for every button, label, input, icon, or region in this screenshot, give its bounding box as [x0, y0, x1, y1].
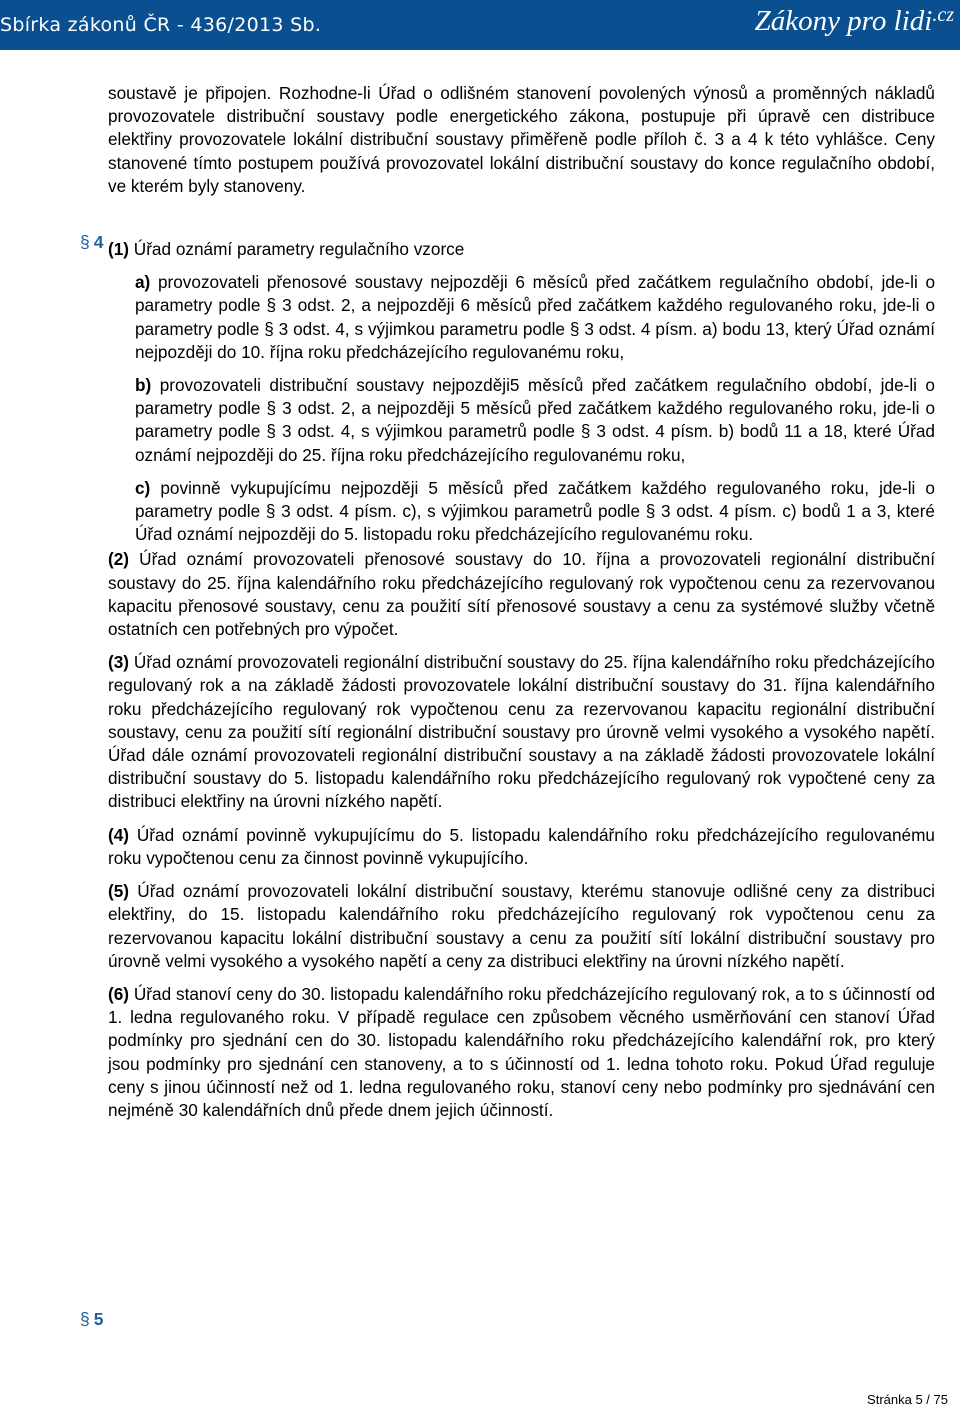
item-letter: c): [135, 477, 151, 498]
section-5-heading: [80, 1309, 103, 1330]
subsection-text: Úřad oznámí provozovateli regionální distribuční soustavy do 25. října kalendářního roku předcházejícího regulovaný rok a na základě žádosti provozovatele lokální distribuční soustavy do 31. října kalendářního roku předcházejícího regulovaný rok vypočtenou cenu za rezervovanou kapacitu regionální distribuční soustavy, cenu za použití sítí regionální distribuční soustavy pro úrovně velmi vysokého a vysokého napětí. Úřad dále oznámí provozovateli regionální distribuční soustavy a na základě žádosti provozovatele lokální distribuční soustavy do 5. listopadu kalendářního roku předcházejícího regulovaný rok vypočtené ceny za distribuci elektřiny na úrovni nízkého napětí.: [108, 652, 935, 812]
item-text: provozovateli distribuční soustavy nejpozději5 měsíců před začátkem regulačního období, jde-li o parametry podle § 3 odst. 2, a nejpozději 5 měsíců před začátkem každého regulovaného roku, jde-li o parametry podle § 3 odst. 4, s výjimkou parametrů podle § 3 odst. 4 písm. b) bodů 11 a 18, které Úřad oznámí nejpozději do 25. října roku předcházejícího regulovanému roku,: [135, 375, 935, 465]
subsection-text: Úřad oznámí provozovateli přenosové soustavy do 10. října a provozovateli regionální distribuční soustavy do 25. října kalendářního roku předcházejícího regulovaný rok vypočtenou cenu za rezervovanou kapacitu přenosové soustavy, cenu za použití sítí přenosové soustavy a cenu za systémové služby včetně ostatních cen potřebných pro výpočet.: [108, 549, 935, 640]
item-letter: b): [135, 375, 152, 396]
subsection-number: (6): [108, 983, 130, 1004]
subsection-5: [108, 880, 935, 973]
subsection-text: Úřad stanoví ceny do 30. listopadu kalendářního roku předcházejícího regulovaný rok, a to s účinností od 1. ledna regulovaného roku. V případě regulace cen způsobem věcného usměrňování cen stanoví Úřad podmínky pro sjednání cen do 30. listopadu kalendářního roku předcházejícího kalendářní rok, pro který jsou podmínky pro sjednání cen stanoveny, a to s účinností od 1. ledna tohoto roku. Pokud Úřad reguluje ceny s jinou účinností než od 1. ledna regulovaného roku, stanoví ceny nebo podmínky pro sjednávání cen nejméně 30 kalendářních dnů přede dnem jejich účinností.: [108, 983, 935, 1120]
subsection-text: Úřad oznámí povinně vykupujícímu do 5. listopadu kalendářního roku předcházejícího regulovanému roku vypočtenou cenu za činnost povinně vykupujícího.: [108, 824, 935, 868]
subsection-number: (5): [108, 881, 130, 902]
continuation-paragraph: soustavě je připojen. Rozhodne-li Úřad o odlišném stanovení povolených výnosů a proměnných nákladů provozovatele distribuční soustavy podle energetického zákona, postupuje při úpravě cen distribuce elektřiny provozovatele lokální distribuční soustavy přiměřeně podle příloh č. 3 a 4 k této vyhlášce. Ceny stanovené tímto postupem používá provozovatel lokální distribuční soustavy do konce regulačního období, ve kterém byly stanoveny.: [108, 83, 935, 196]
paragraph-sign: §: [80, 1309, 90, 1329]
item-text: provozovateli přenosové soustavy nejpozději 6 měsíců před začátkem regulačního období, jde-li o parametry podle § 3 odst. 2, a nejpozději 6 měsíců před začátkem každého regulovaného roku, jde-li o parametry podle § 3 odst. 4, s výjimkou parametru podle § 3 odst. 4 písm. a) bodu 13, který Úřad oznámí nejpozději do 10. října roku předcházejícího regulovanému roku,: [135, 272, 935, 362]
section-4-heading: [80, 232, 103, 253]
page-number: Stránka 5 / 75: [867, 1392, 948, 1407]
logo-text: Zákony pro lidi: [754, 5, 933, 37]
document-body: [108, 82, 935, 1122]
subsection-6: [108, 983, 935, 1122]
section-number: 4: [93, 232, 104, 252]
item-letter: a): [135, 272, 151, 293]
item-text: povinně vykupujícímu nejpozději 5 měsíců před začátkem každého regulovaného roku, jde-li o parametry podle § 3 odst. 4 písm. c), s výjimkou parametrů podle § 3 odst. 4 písm. c) bodů 1 a 3, které Úřad oznámí nejpozději do 5. listopadu roku předcházejícího regulovanému roku.: [135, 477, 935, 545]
subsection-number: (3): [108, 652, 130, 673]
site-logo[interactable]: [755, 4, 954, 38]
subsection-2: [108, 548, 935, 641]
subsection-number: (1): [108, 239, 130, 260]
item-b: [108, 374, 935, 467]
subsection-text: Úřad oznámí provozovateli lokální distribuční soustavy, kterému stanovuje odlišné ceny za distribuci elektřiny, do 15. listopadu kalendářního roku předcházejícího regulovaný rok vypočtenou cenu za rezervovanou kapacitu lokální distribuční soustavy a cenu za použití sítí lokální distribuční soustavy pro úrovně velmi vysokého a vysokého napětí a ceny za distribuci elektřiny na úrovni nízkého napětí.: [108, 881, 935, 971]
header-bar: [0, 0, 960, 50]
paragraph-sign: §: [80, 232, 90, 252]
subsection-number: (2): [108, 549, 130, 570]
subsection-3: [108, 651, 935, 813]
subsection-4: [108, 824, 935, 870]
item-a: [108, 271, 935, 364]
subsection-1: [108, 238, 935, 261]
item-c: [108, 477, 935, 547]
document-title: Sbírka zákonů ČR - 436/2013 Sb.: [0, 14, 322, 36]
logo-suffix: .cz: [932, 4, 954, 26]
subsection-text: Úřad oznámí parametry regulačního vzorce: [129, 239, 465, 260]
subsection-number: (4): [108, 824, 130, 845]
section-number: 5: [93, 1309, 104, 1329]
